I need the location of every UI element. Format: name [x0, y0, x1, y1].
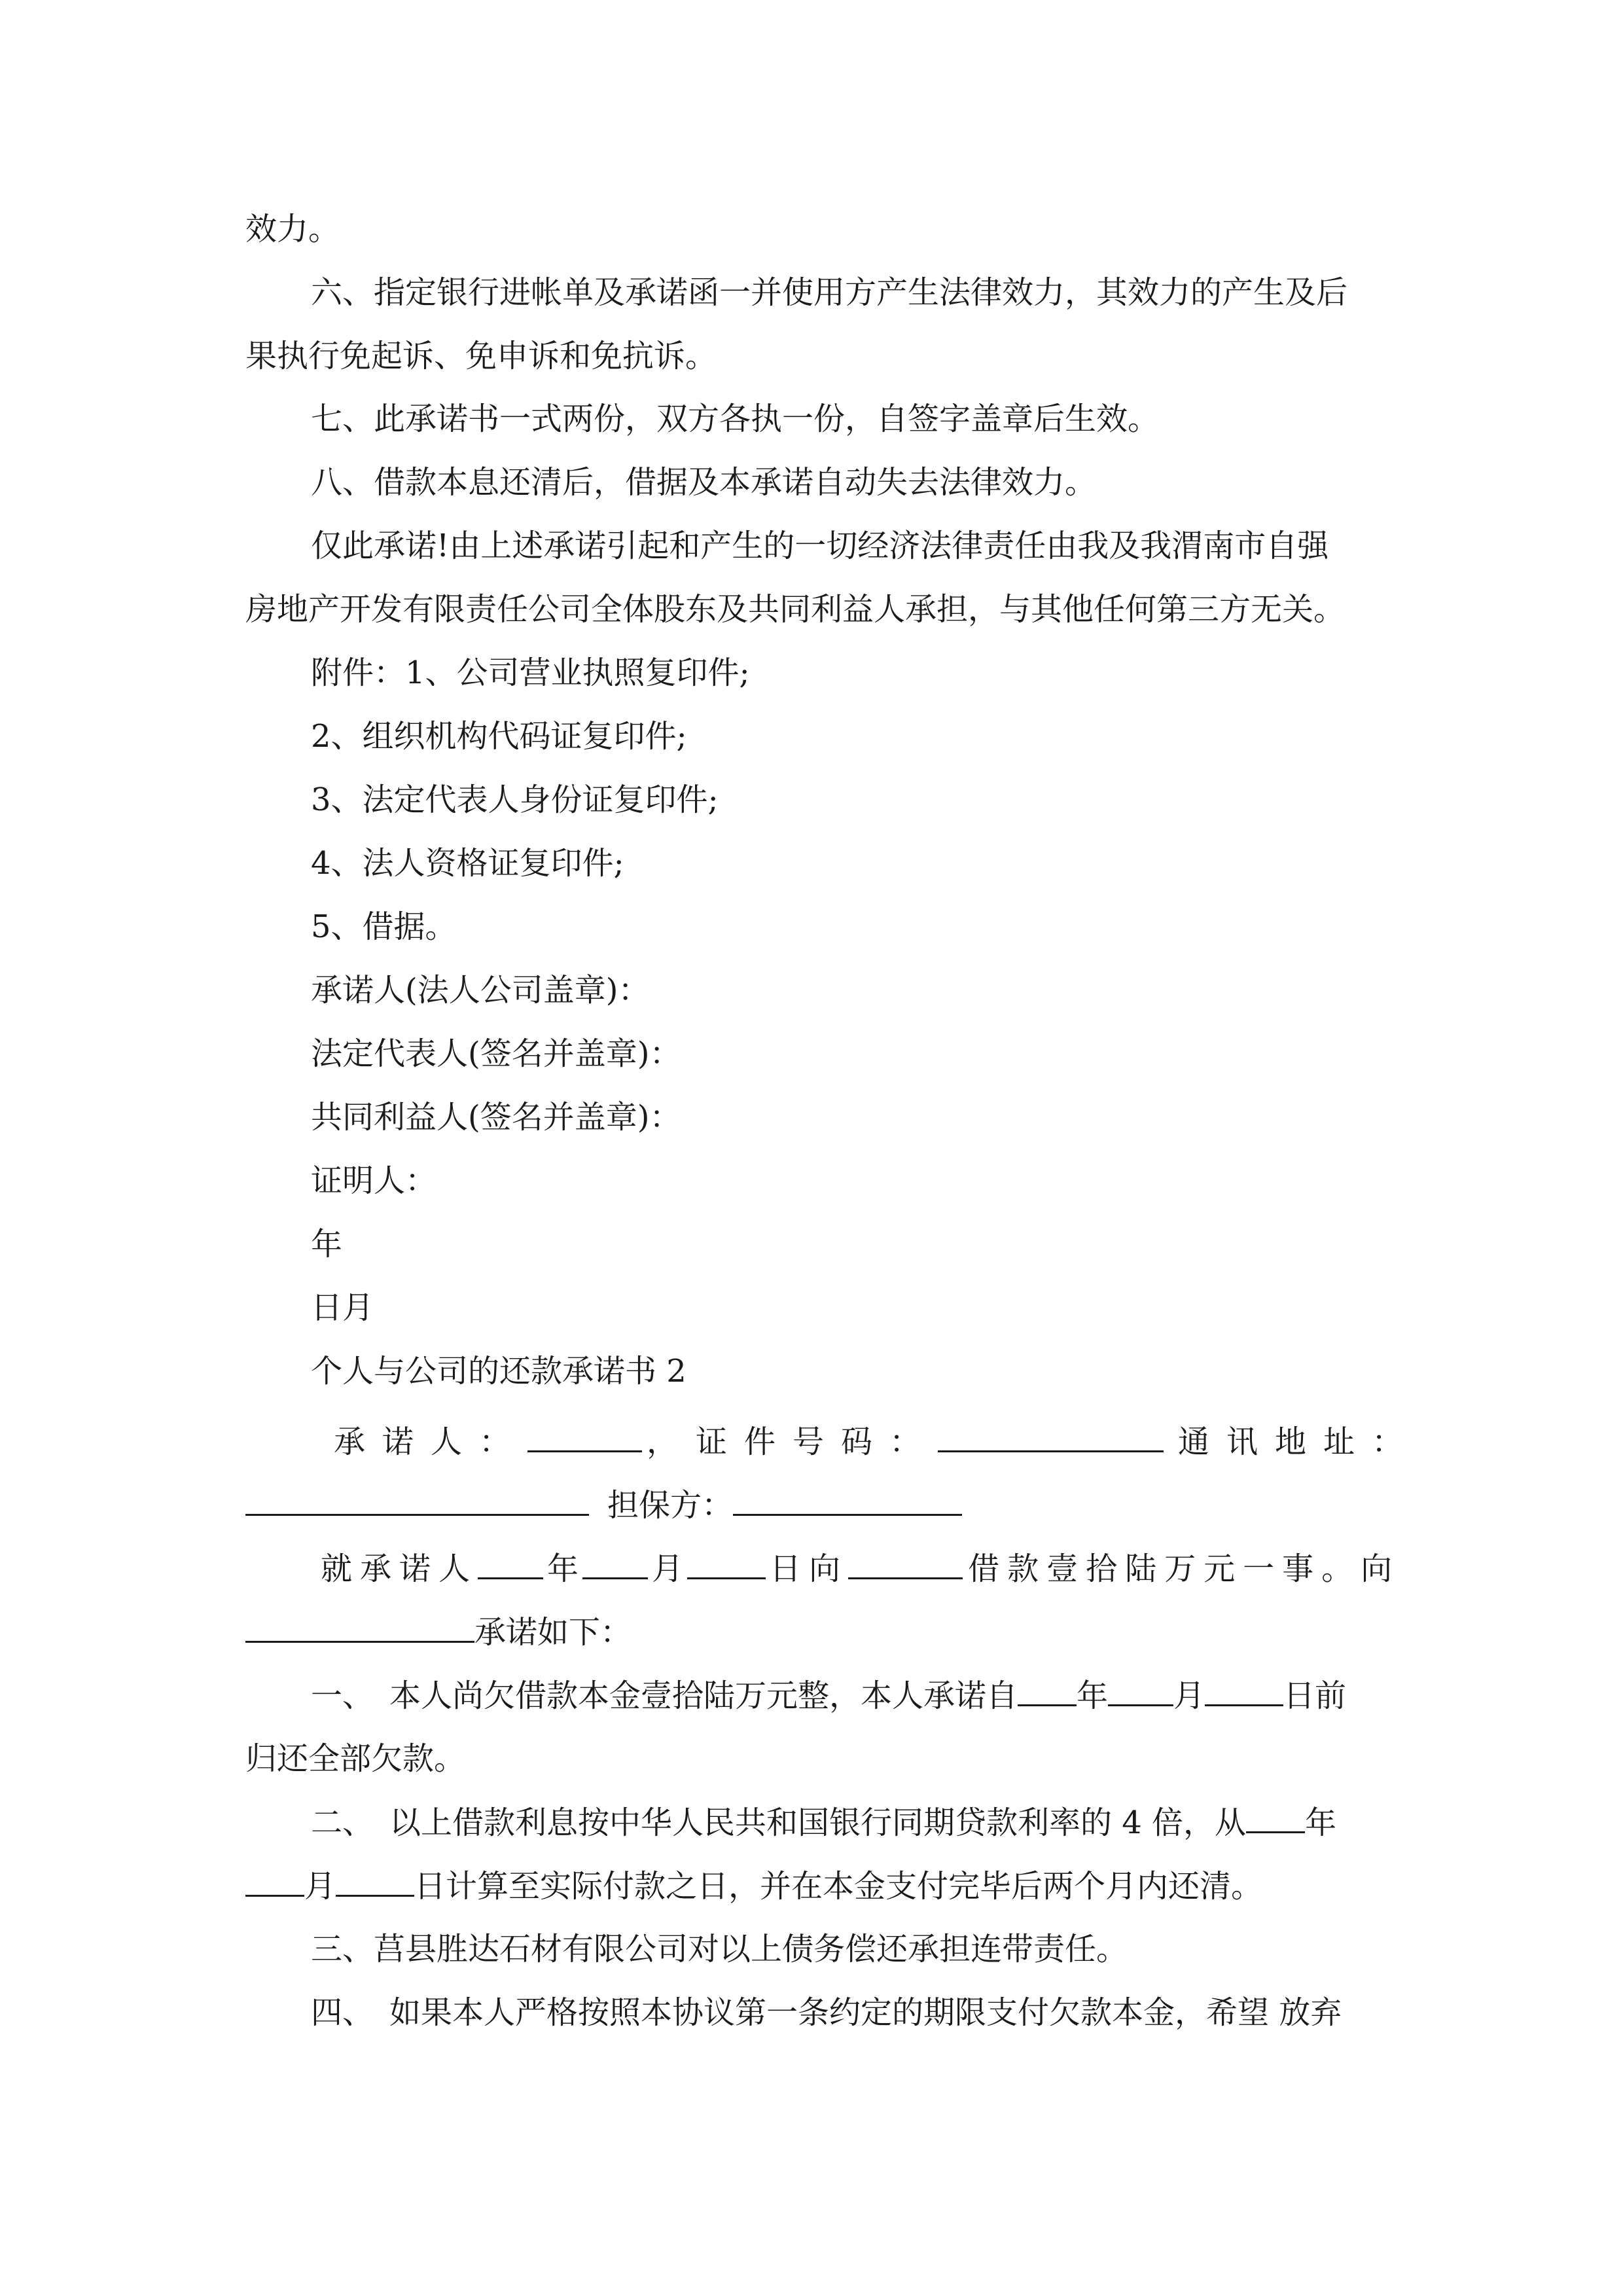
clause-2-day-blank — [336, 1866, 414, 1897]
clause-2-month: 月 — [304, 1868, 336, 1905]
id-blank — [938, 1422, 1164, 1452]
loan-text-2: 日向 — [770, 1551, 849, 1587]
clause-1-year: 年 — [1077, 1677, 1109, 1714]
address-label: 通讯地址： — [1178, 1424, 1421, 1460]
lender-blank — [848, 1549, 963, 1579]
date-line: 年 — [311, 1226, 343, 1263]
clause-2-cont-text: 日计算至实际付款之日，并在本金支付完毕后两个月内还清。 — [414, 1868, 1263, 1905]
clause-4: 四、 如果本人严格按照本协议第一条约定的期限支付欠款本金，希望 放弃 — [311, 1994, 1342, 2031]
guarantor-blank — [733, 1485, 962, 1516]
promisor-blank — [527, 1422, 642, 1452]
comma: ， — [647, 1424, 679, 1460]
text-line: 3、法定代表人身份证复印件; — [311, 781, 719, 818]
text-line: 2、组织机构代码证复印件; — [311, 718, 687, 755]
loan-text-3: 借款壹拾陆万元一事。向 — [968, 1551, 1400, 1587]
signature-line: 共同利益人(签名并盖章)： — [311, 1099, 681, 1136]
promisor-field — [334, 1422, 1420, 1462]
text-line: 果执行免起诉、免申诉和免抗诉。 — [245, 338, 717, 374]
promise-intro-text: 承诺如下： — [474, 1614, 632, 1651]
signature-line: 承诺人(法人公司盖章)： — [311, 972, 650, 1009]
loan-statement — [321, 1549, 1400, 1588]
clause-3: 三、莒县胜达石材有限公司对以上债务偿还承担连带责任。 — [311, 1931, 1128, 1967]
clause-1-continued: 归还全部欠款。 — [245, 1740, 466, 1777]
date-line: 日月 — [311, 1289, 374, 1326]
clause-1-day: 日前 — [1283, 1677, 1347, 1714]
recipient-blank — [245, 1612, 474, 1643]
clause-1-month-blank — [1108, 1676, 1173, 1706]
year-blank — [478, 1549, 543, 1579]
text-line: 5、借据。 — [311, 908, 457, 945]
guarantor-field — [245, 1485, 962, 1525]
promise-intro — [245, 1612, 632, 1652]
address-blank — [245, 1485, 589, 1516]
clause-1 — [311, 1676, 1346, 1715]
clause-1-day-blank — [1205, 1676, 1283, 1706]
month-blank — [582, 1549, 648, 1579]
signature-line: 法定代表人(签名并盖章)： — [311, 1035, 681, 1072]
promisor-label: 承诺人： — [334, 1424, 528, 1460]
loan-text-1: 就承诺人 — [321, 1551, 478, 1587]
guarantor-label: 担保方： — [607, 1487, 734, 1524]
section-title: 个人与公司的还款承诺书 2 — [311, 1353, 687, 1390]
clause-1-month: 月 — [1173, 1677, 1205, 1714]
text-line: 4、法人资格证复印件; — [311, 845, 624, 882]
text-line: 附件：1、公司营业执照复印件; — [311, 655, 750, 691]
signature-line: 证明人： — [311, 1162, 437, 1199]
text-line: 八、借款本息还清后，借据及本承诺自动失去法律效力。 — [311, 464, 1097, 501]
text-line: 六、指定银行进帐单及承诺函一并使用方产生法律效力，其效力的产生及后 — [311, 274, 1348, 311]
text-line: 七、此承诺书一式两份，双方各执一份，自签字盖章后生效。 — [311, 401, 1160, 437]
clause-1-year-blank — [1018, 1676, 1077, 1706]
month-label: 月 — [652, 1551, 684, 1587]
text-line: 效力。 — [245, 211, 340, 247]
clause-1-text: 一、 本人尚欠借款本金壹拾陆万元整，本人承诺自 — [311, 1677, 1018, 1714]
text-line: 房地产开发有限责任公司全体股东及共同利益人承担，与其他任何第三方无关。 — [245, 591, 1346, 628]
clause-2 — [311, 1803, 1336, 1842]
clause-2-year: 年 — [1305, 1804, 1337, 1841]
id-label: 证件号码： — [696, 1424, 938, 1460]
day-blank — [687, 1549, 766, 1579]
year-label: 年 — [547, 1551, 579, 1587]
clause-2-continued — [245, 1866, 1262, 1906]
clause-2-year-blank — [1246, 1803, 1305, 1833]
clause-2-text: 二、 以上借款利息按中华人民共和国银行同期贷款利率的 4 倍，从 — [311, 1804, 1247, 1841]
text-line: 仅此承诺!由上述承诺引起和产生的一切经济法律责任由我及我渭南市自强 — [311, 528, 1329, 564]
clause-2-month-blank — [245, 1866, 304, 1897]
